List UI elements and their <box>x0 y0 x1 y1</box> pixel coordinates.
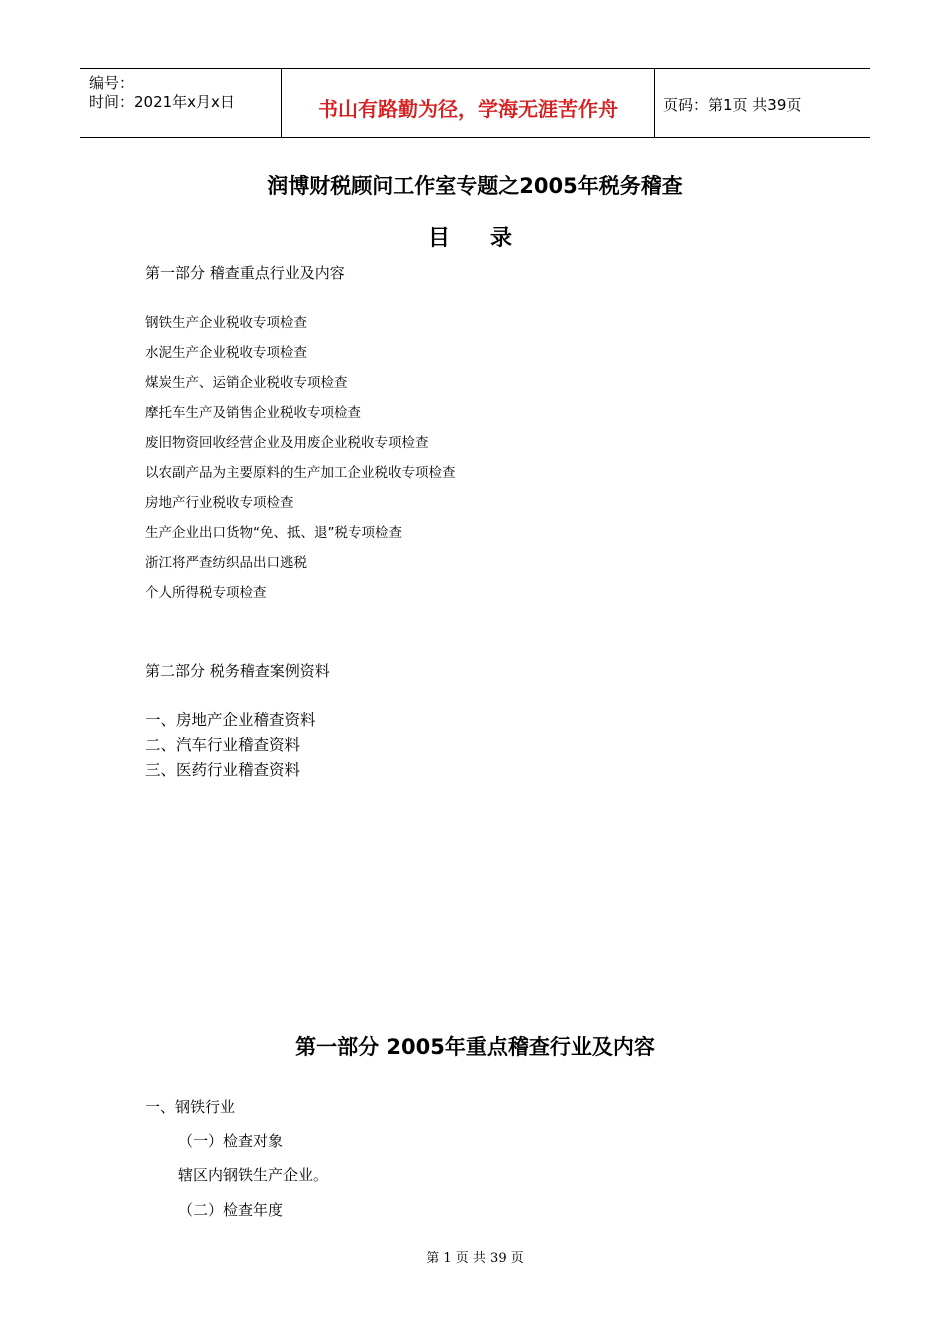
toc-case-item[interactable]: 二、汽车行业稽查资料 <box>145 736 301 754</box>
toc-part1-list <box>145 314 456 614</box>
toc-item[interactable]: 废旧物资回收经营企业及用废企业税收专项检查 <box>145 435 429 451</box>
toc-case-item[interactable]: 三、医药行业稽查资料 <box>145 761 301 779</box>
time-label: 时间：2021年x月x日 <box>89 93 235 111</box>
header-motto: 书山有路勤为径，学海无涯苦作舟 <box>318 97 618 121</box>
header-page-cell <box>655 69 870 137</box>
toc-part2-label: 第二部分 税务稽查案例资料 <box>145 662 330 680</box>
toc-item[interactable]: 房地产行业税收专项检查 <box>145 495 294 511</box>
toc-item[interactable]: 以农副产品为主要原料的生产加工企业税收专项检查 <box>145 465 456 481</box>
toc-item[interactable]: 钢铁生产企业税收专项检查 <box>145 315 307 331</box>
page-header <box>80 68 870 138</box>
section-title: 第一部分 2005年重点稽查行业及内容 <box>295 1035 655 1059</box>
subheading-inspection-year: （二）检查年度 <box>178 1201 284 1219</box>
section-heading-steel: 一、钢铁行业 <box>145 1098 236 1116</box>
toc-part1-label: 第一部分 稽查重点行业及内容 <box>145 264 345 282</box>
toc-item[interactable]: 水泥生产企业税收专项检查 <box>145 345 307 361</box>
body-paragraph: 辖区内钢铁生产企业。 <box>178 1166 329 1184</box>
toc-item[interactable]: 摩托车生产及销售企业税收专项检查 <box>145 405 361 421</box>
number-label: 编号： <box>89 74 135 92</box>
toc-item[interactable]: 个人所得税专项检查 <box>145 585 267 601</box>
toc-item[interactable]: 煤炭生产、运销企业税收专项检查 <box>145 375 348 391</box>
header-motto-cell <box>282 69 655 137</box>
toc-heading: 目录 <box>428 226 553 251</box>
toc-case-item[interactable]: 一、房地产企业稽查资料 <box>145 711 316 729</box>
header-meta-cell <box>80 69 282 137</box>
toc-item[interactable]: 浙江将严查纺织品出口逃税 <box>145 555 307 571</box>
toc-item[interactable]: 生产企业出口货物“免、抵、退”税专项检查 <box>145 525 402 541</box>
page-footer: 第 1 页 共 39 页 <box>426 1251 524 1266</box>
subheading-inspection-target: （一）检查对象 <box>178 1132 284 1150</box>
header-page-code: 页码：第1页 共39页 <box>663 96 802 114</box>
toc-part2-list <box>145 710 316 785</box>
document-title: 润博财税顾问工作室专题之2005年税务稽查 <box>267 174 683 198</box>
